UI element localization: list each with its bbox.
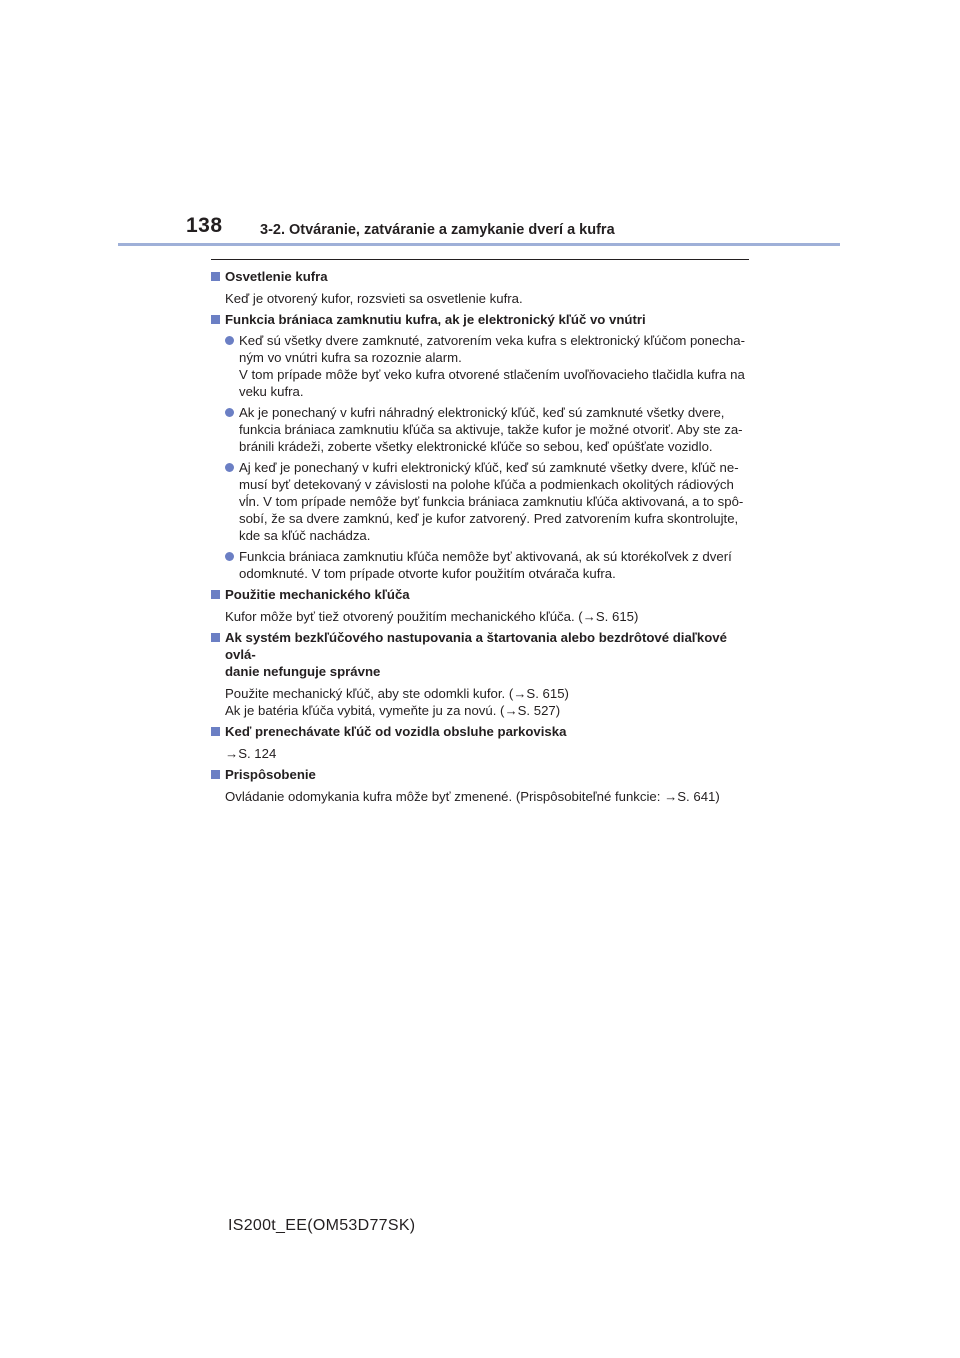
text-line: bránili krádeži, zoberte všetky elektronické kľúče so sebou, keď opúšťate vozidlo.: [239, 439, 713, 454]
section-heading-text: Ak systém bezkľúčového nastupovania a štartovania alebo bezdrôtové diaľkové ovlá-: [225, 630, 727, 662]
section-text: [211, 788, 749, 805]
section-text: [211, 745, 749, 762]
section-heading-text: Osvetlenie kufra: [225, 269, 328, 284]
section-text: [211, 290, 749, 307]
text-line: →S. 124: [225, 746, 277, 761]
text-line: V tom prípade môže byť veko kufra otvorené stlačením uvoľňovacieho tlačidla kufra na: [239, 367, 745, 382]
square-bullet-icon: [211, 272, 220, 281]
square-bullet-icon: [211, 590, 220, 599]
section-heading: [211, 268, 749, 285]
square-bullet-icon: [211, 633, 220, 642]
square-bullet-icon: [211, 770, 220, 779]
square-bullet-icon: [211, 315, 220, 324]
page-content: [211, 268, 749, 805]
footer-document-code: IS200t_EE(OM53D77SK): [228, 1217, 416, 1234]
content-top-rule: [211, 259, 749, 260]
text-line: odomknuté. V tom prípade otvorte kufor použitím otvárača kufra.: [239, 566, 616, 581]
text-line: vĺn. V tom prípade nemôže byť funkcia brániaca zamknutiu kľúča aktivovaná, a to spô-: [239, 494, 744, 509]
chapter-title: 3-2. Otváranie, zatváranie a zamykanie dverí a kufra: [260, 222, 615, 238]
text-line: musí byť detekovaný v závislosti na polohe kľúča a podmienkach okolitých rádiových: [239, 477, 734, 492]
circle-bullet-icon: [225, 336, 234, 345]
list-item: [211, 459, 749, 544]
text-line: Ak je batéria kľúča vybitá, vymeňte ju za novú. (→S. 527): [225, 703, 561, 718]
page-number: 138: [186, 214, 223, 237]
circle-bullet-icon: [225, 463, 234, 472]
section-text: [211, 685, 749, 719]
text-line: veku kufra.: [239, 384, 304, 399]
header-rule: [118, 243, 840, 246]
section-heading-text: Funkcia brániaca zamknutiu kufra, ak je elektronický kľúč vo vnútri: [225, 312, 646, 327]
list-item: [211, 404, 749, 455]
text-line: kde sa kľúč nachádza.: [239, 528, 371, 543]
text-line: Ovládanie odomykania kufra môže byť zmenené. (Prispôsobiteľné funkcie: →S. 641): [225, 789, 720, 804]
section-text: [211, 608, 749, 625]
section-heading: [211, 586, 749, 603]
section-heading-text: danie nefunguje správne: [225, 664, 381, 679]
text-line: Kufor môže byť tiež otvorený použitím mechanického kľúča. (→S. 615): [225, 609, 639, 624]
section-heading-text: Prispôsobenie: [225, 767, 316, 782]
section-heading: [211, 629, 749, 680]
circle-bullet-icon: [225, 552, 234, 561]
text-line: Keď je otvorený kufor, rozsvieti sa osvetlenie kufra.: [225, 291, 523, 306]
list-item: [211, 548, 749, 582]
text-line: Aj keď je ponechaný v kufri elektronický kľúč, keď sú zamknuté všetky dvere, kľúč ne-: [239, 460, 739, 475]
square-bullet-icon: [211, 727, 220, 736]
text-line: ným vo vnútri kufra sa rozoznie alarm.: [239, 350, 462, 365]
section-heading: [211, 723, 749, 740]
text-line: funkcia brániaca zamknutiu kľúča sa aktivuje, takže kufor je možné otvoriť. Aby ste za-: [239, 422, 743, 437]
section-heading-text: Keď prenechávate kľúč od vozidla obsluhe parkoviska: [225, 724, 567, 739]
list-item: [211, 332, 749, 400]
circle-bullet-icon: [225, 408, 234, 417]
text-line: Keď sú všetky dvere zamknuté, zatvorením veka kufra s elektronický kľúčom ponecha-: [239, 333, 745, 348]
section-heading: [211, 311, 749, 328]
text-line: Použite mechanický kľúč, aby ste odomkli kufor. (→S. 615): [225, 686, 569, 701]
section-heading-text: Použitie mechanického kľúča: [225, 587, 410, 602]
text-line: sobí, že sa dvere zamknú, keď je kufor zatvorený. Pred zatvorením kufra skontrolujte,: [239, 511, 739, 526]
section-heading: [211, 766, 749, 783]
text-line: Ak je ponechaný v kufri náhradný elektronický kľúč, keď sú zamknuté všetky dvere,: [239, 405, 725, 420]
text-line: Funkcia brániaca zamknutiu kľúča nemôže byť aktivovaná, ak sú ktorékoľvek z dverí: [239, 549, 732, 564]
